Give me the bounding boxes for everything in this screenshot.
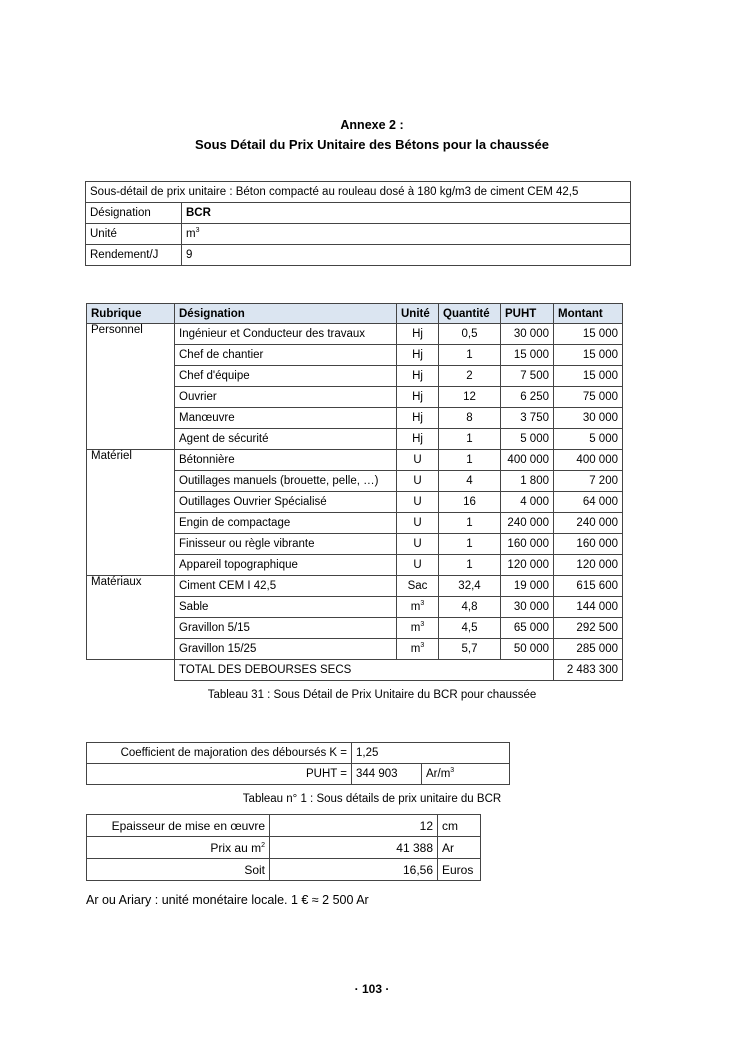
puht-cell: 65 000 bbox=[501, 618, 554, 639]
puht-cell: 1 800 bbox=[501, 471, 554, 492]
designation-cell: Bétonnière bbox=[175, 450, 397, 471]
montant-cell: 64 000 bbox=[554, 492, 623, 513]
unite-exponent: 3 bbox=[195, 227, 200, 235]
rendement-label: Rendement/J bbox=[86, 245, 182, 266]
unite-value: m bbox=[186, 228, 196, 240]
puht-cell: 7 500 bbox=[501, 366, 554, 387]
quantite-cell: 4,5 bbox=[439, 618, 501, 639]
puht-cell: 6 250 bbox=[501, 387, 554, 408]
montant-cell: 240 000 bbox=[554, 513, 623, 534]
unite-cell bbox=[397, 450, 439, 471]
unite-text: U bbox=[413, 517, 422, 529]
quantite-cell: 5,7 bbox=[439, 639, 501, 660]
montant-cell: 7 200 bbox=[554, 471, 623, 492]
unite-text: m bbox=[410, 601, 421, 613]
quantite-cell: 8 bbox=[439, 408, 501, 429]
epaisseur-label-cell bbox=[87, 815, 270, 837]
montant-cell: 400 000 bbox=[554, 450, 623, 471]
quantite-cell: 2 bbox=[439, 366, 501, 387]
page-number: · 103 · bbox=[354, 982, 390, 996]
unite-exponent: 3 bbox=[420, 621, 425, 629]
unite-text: U bbox=[413, 496, 422, 508]
coef-value: 1,25 bbox=[352, 743, 510, 764]
montant-cell: 75 000 bbox=[554, 387, 623, 408]
table-row bbox=[87, 324, 623, 345]
unite-text: U bbox=[413, 454, 422, 466]
puht-cell: 4 000 bbox=[501, 492, 554, 513]
table-row bbox=[87, 576, 623, 597]
info-table bbox=[85, 181, 631, 266]
unite-cell bbox=[397, 324, 439, 345]
unite-cell bbox=[397, 471, 439, 492]
epaisseur-label: Soit bbox=[244, 862, 265, 877]
unite-text: U bbox=[413, 538, 422, 550]
unite-cell bbox=[397, 618, 439, 639]
unite-label: Unité bbox=[86, 224, 182, 245]
total-label: TOTAL DES DEBOURSES SECS bbox=[175, 660, 554, 681]
page-title: Sous Détail du Prix Unitaire des Bétons pour la chaussée bbox=[195, 137, 549, 152]
puht-unit-exponent: 3 bbox=[450, 767, 455, 775]
puht-cell: 50 000 bbox=[501, 639, 554, 660]
epaisseur-row bbox=[87, 815, 481, 837]
montant-cell: 292 500 bbox=[554, 618, 623, 639]
unite-text: U bbox=[413, 559, 422, 571]
puht-cell: 3 750 bbox=[501, 408, 554, 429]
unite-text: Sac bbox=[407, 580, 428, 592]
montant-cell: 120 000 bbox=[554, 555, 623, 576]
header-cell: PUHT bbox=[501, 304, 554, 324]
rubrique-cell: Matériel bbox=[87, 450, 175, 576]
coefficient-table bbox=[86, 742, 510, 785]
quantite-cell: 1 bbox=[439, 555, 501, 576]
total-value: 2 483 300 bbox=[554, 660, 623, 681]
designation-cell: Engin de compactage bbox=[175, 513, 397, 534]
puht-unit-cell bbox=[422, 764, 510, 785]
puht-cell: 400 000 bbox=[501, 450, 554, 471]
quantite-cell: 4,8 bbox=[439, 597, 501, 618]
unite-cell bbox=[397, 429, 439, 450]
unite-cell bbox=[397, 345, 439, 366]
epaisseur-value: 41 388 bbox=[270, 837, 438, 859]
montant-cell: 30 000 bbox=[554, 408, 623, 429]
puht-cell: 120 000 bbox=[501, 555, 554, 576]
puht-cell: 240 000 bbox=[501, 513, 554, 534]
epaisseur-value: 16,56 bbox=[270, 859, 438, 881]
unite-text: Hj bbox=[412, 328, 423, 340]
unite-text: Hj bbox=[412, 391, 423, 403]
quantite-cell: 1 bbox=[439, 345, 501, 366]
epaisseur-unit: Euros bbox=[438, 859, 481, 881]
puht-label: PUHT = bbox=[87, 764, 352, 785]
montant-cell: 15 000 bbox=[554, 366, 623, 387]
unite-text: m bbox=[410, 622, 421, 634]
designation-cell: Gravillon 15/25 bbox=[175, 639, 397, 660]
designation-cell: Finisseur ou règle vibrante bbox=[175, 534, 397, 555]
rendement-value: 9 bbox=[182, 245, 631, 266]
coef-label: Coefficient de majoration des déboursés K = bbox=[87, 743, 352, 764]
designation-cell: Appareil topographique bbox=[175, 555, 397, 576]
puht-cell: 30 000 bbox=[501, 324, 554, 345]
unite-text: m bbox=[410, 643, 421, 655]
unite-text: U bbox=[413, 475, 422, 487]
epaisseur-unit: cm bbox=[438, 815, 481, 837]
epaisseur-label: Epaisseur de mise en œuvre bbox=[111, 818, 265, 833]
unite-cell bbox=[397, 366, 439, 387]
montant-cell: 15 000 bbox=[554, 345, 623, 366]
total-row bbox=[87, 660, 623, 681]
coef-caption: Tableau n° 1 : Sous détails de prix unitaire du BCR bbox=[242, 793, 502, 805]
montant-cell: 5 000 bbox=[554, 429, 623, 450]
epaisseur-label-exponent: 2 bbox=[261, 841, 265, 849]
epaisseur-unit: Ar bbox=[438, 837, 481, 859]
montant-cell: 285 000 bbox=[554, 639, 623, 660]
unite-text: Hj bbox=[412, 349, 423, 361]
quantite-cell: 1 bbox=[439, 450, 501, 471]
table-caption: Tableau 31 : Sous Détail de Prix Unitaire du BCR pour chaussée bbox=[207, 689, 537, 701]
montant-cell: 160 000 bbox=[554, 534, 623, 555]
designation-label: Désignation bbox=[86, 203, 182, 224]
epaisseur-label: Prix au m bbox=[210, 840, 262, 855]
puht-value: 344 903 bbox=[352, 764, 422, 785]
designation-cell: Chef de chantier bbox=[175, 345, 397, 366]
puht-cell: 5 000 bbox=[501, 429, 554, 450]
unite-cell bbox=[397, 576, 439, 597]
unite-exponent: 3 bbox=[420, 600, 425, 608]
header-cell: Désignation bbox=[175, 304, 397, 324]
montant-cell: 144 000 bbox=[554, 597, 623, 618]
epaisseur-value: 12 bbox=[270, 815, 438, 837]
epaisseur-table bbox=[86, 814, 481, 881]
info-caption: Sous-détail de prix unitaire : Béton compacté au rouleau dosé à 180 kg/m3 de ciment CEM 42,5 bbox=[86, 182, 631, 203]
designation-cell: Manœuvre bbox=[175, 408, 397, 429]
quantite-cell: 1 bbox=[439, 513, 501, 534]
unite-cell bbox=[397, 387, 439, 408]
unite-cell bbox=[397, 639, 439, 660]
designation-cell: Ouvrier bbox=[175, 387, 397, 408]
quantite-cell: 0,5 bbox=[439, 324, 501, 345]
unite-text: Hj bbox=[412, 433, 423, 445]
designation-cell: Outillages manuels (brouette, pelle, …) bbox=[175, 471, 397, 492]
quantite-cell: 1 bbox=[439, 534, 501, 555]
unite-text: Hj bbox=[412, 370, 423, 382]
puht-cell: 30 000 bbox=[501, 597, 554, 618]
header-cell: Rubrique bbox=[87, 304, 175, 324]
designation-cell: Gravillon 5/15 bbox=[175, 618, 397, 639]
epaisseur-row bbox=[87, 837, 481, 859]
unite-cell bbox=[397, 597, 439, 618]
header-cell: Quantité bbox=[439, 304, 501, 324]
page-number-value: 103 bbox=[361, 982, 383, 996]
table-row bbox=[87, 450, 623, 471]
designation-cell: Chef d'équipe bbox=[175, 366, 397, 387]
rubrique-cell: Personnel bbox=[87, 324, 175, 450]
puht-cell: 15 000 bbox=[501, 345, 554, 366]
unite-value-cell bbox=[182, 224, 631, 245]
designation-cell: Outillages Ouvrier Spécialisé bbox=[175, 492, 397, 513]
designation-value: BCR bbox=[182, 203, 631, 224]
unite-cell bbox=[397, 534, 439, 555]
blank-cell bbox=[87, 660, 175, 681]
quantite-cell: 32,4 bbox=[439, 576, 501, 597]
table-header-row bbox=[87, 304, 623, 324]
puht-unit: Ar/m bbox=[426, 768, 451, 780]
unite-text: Hj bbox=[412, 412, 423, 424]
montant-cell: 615 600 bbox=[554, 576, 623, 597]
epaisseur-label-cell bbox=[87, 859, 270, 881]
designation-cell: Agent de sécurité bbox=[175, 429, 397, 450]
montant-cell: 15 000 bbox=[554, 324, 623, 345]
header-cell: Unité bbox=[397, 304, 439, 324]
designation-cell: Ingénieur et Conducteur des travaux bbox=[175, 324, 397, 345]
designation-cell: Ciment CEM I 42,5 bbox=[175, 576, 397, 597]
annexe-label: Annexe 2 : bbox=[340, 118, 404, 132]
unite-cell bbox=[397, 555, 439, 576]
currency-note: Ar ou Ariary : unité monétaire locale. 1 € ≈ 2 500 Ar bbox=[86, 893, 369, 907]
unite-cell bbox=[397, 408, 439, 429]
quantite-cell: 1 bbox=[439, 429, 501, 450]
unite-exponent: 3 bbox=[420, 642, 425, 650]
rubrique-cell: Matériaux bbox=[87, 576, 175, 660]
unite-cell bbox=[397, 513, 439, 534]
quantite-cell: 12 bbox=[439, 387, 501, 408]
header-cell: Montant bbox=[554, 304, 623, 324]
designation-cell: Sable bbox=[175, 597, 397, 618]
quantite-cell: 4 bbox=[439, 471, 501, 492]
epaisseur-label-cell bbox=[87, 837, 270, 859]
epaisseur-row bbox=[87, 859, 481, 881]
price-detail-table bbox=[86, 303, 623, 681]
puht-cell: 19 000 bbox=[501, 576, 554, 597]
quantite-cell: 16 bbox=[439, 492, 501, 513]
unite-cell bbox=[397, 492, 439, 513]
puht-cell: 160 000 bbox=[501, 534, 554, 555]
